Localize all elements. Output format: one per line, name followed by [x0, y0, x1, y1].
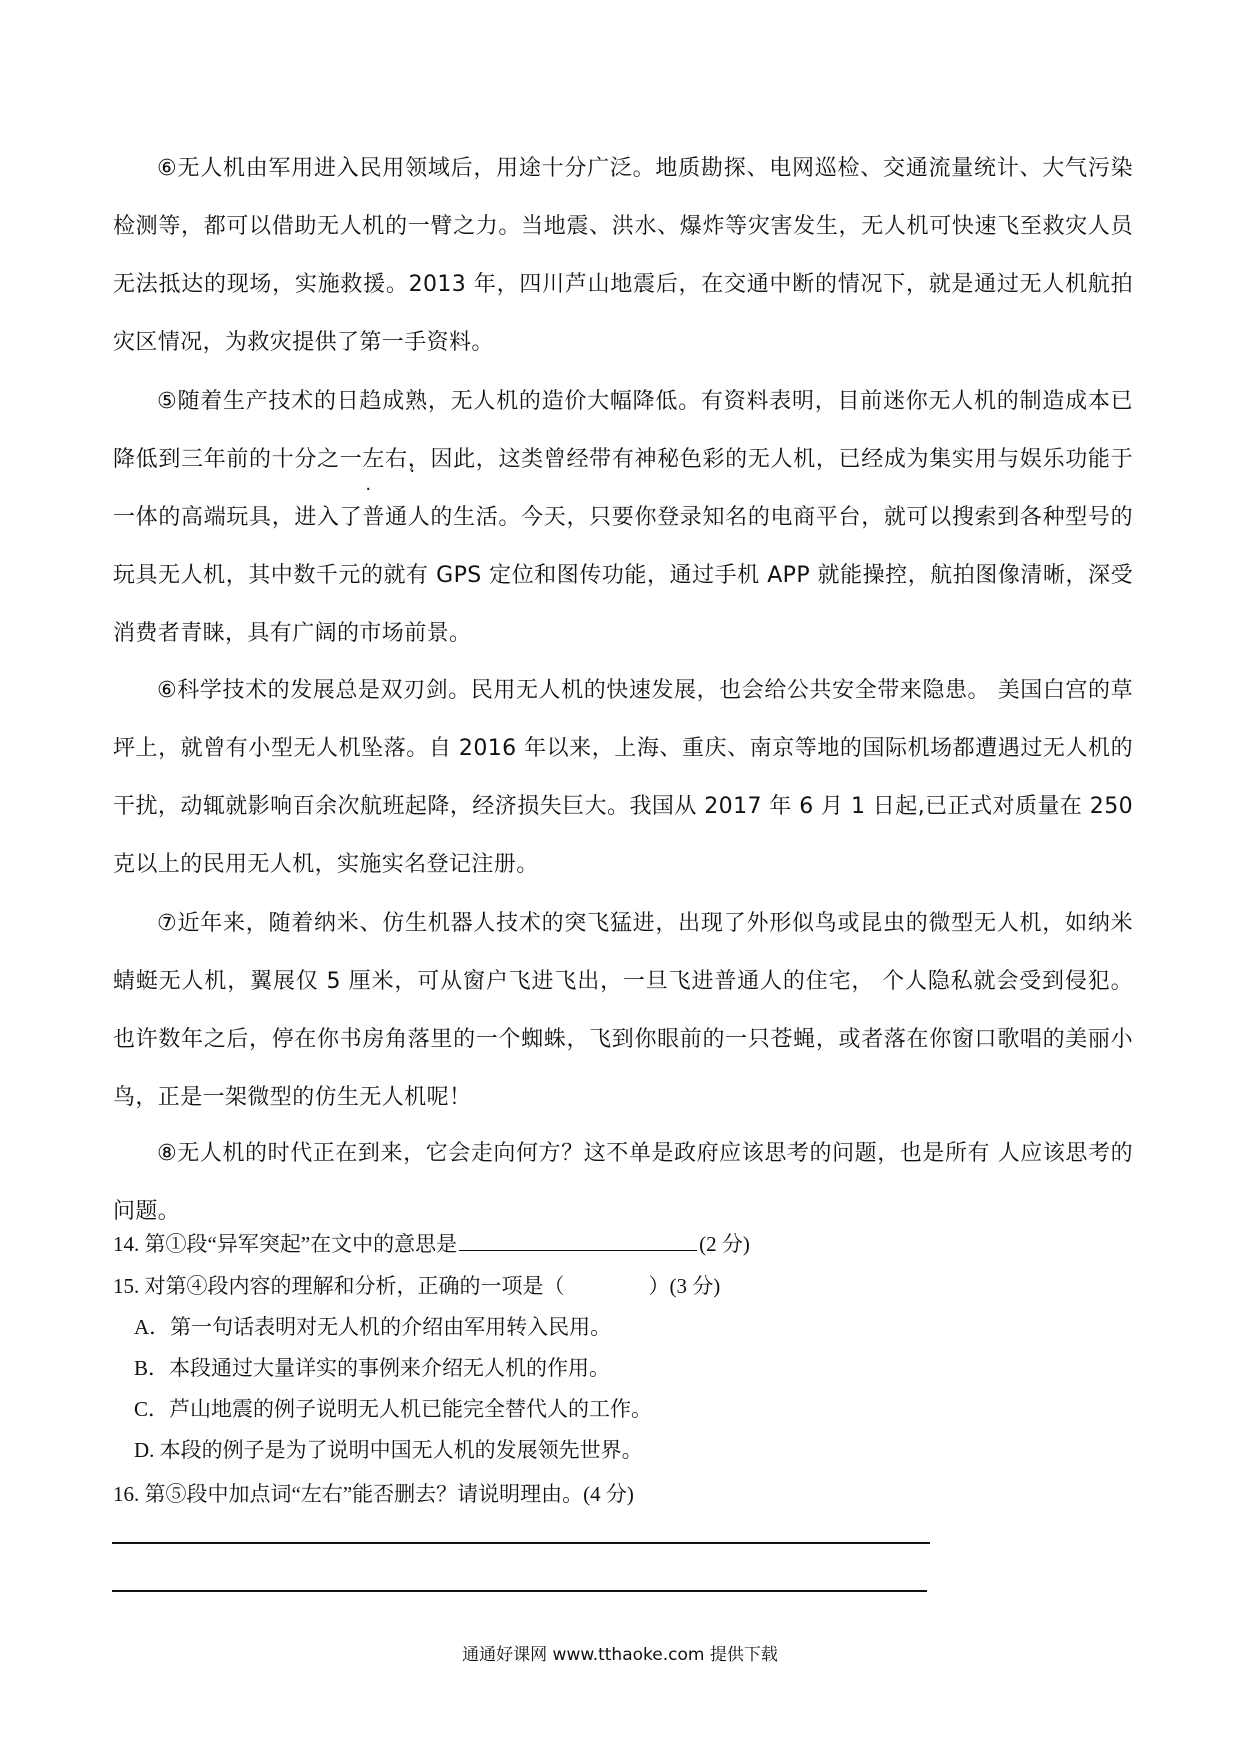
option-a[interactable]: A．第一句话表明对无人机的介绍由军用转入民用。 [134, 1315, 612, 1339]
question-14-text: 14. 第①段“异军突起”在文中的意思是 [113, 1232, 458, 1256]
paragraph-5-part-1: ⑤随着生产技术的日趋成熟，无人机的造价大幅降低。有资料表明，目前迷你无人机的制造成本已降低到三年前的十分之一 [113, 389, 1133, 472]
paragraph-4: ⑥无人机由军用进入民用领域后，用途十分广泛。地质勘探、电网巡检、交通流量统计、大气污染检测等，都可以借助无人机的一臂之力。当地震、洪水、爆炸等灾害发生，无人机可快速飞至救灾人员无法抵达的现场，实施救援。2013 年，四川芦山地震后，在交通中断的情况下，就是通过无人机航拍灾区情况，为救灾提供了第一手资料。 [113, 156, 1133, 355]
option-b[interactable]: B．本段通过大量详实的事例来介绍无人机的作用。 [134, 1356, 611, 1380]
answer-blank-14[interactable] [459, 1230, 697, 1251]
paragraph-6: ⑥科学技术的发展总是双刃剑。民用无人机的快速发展，也会给公共安全带来隐患。 美国白宫的草坪上，就曾有小型无人机坠落。自 2016 年以来，上海、重庆、南京等地的国际机场都遭遇过无人机的干扰，动辄就影响百余次航班起降，经济损失巨大。我国从 2017 年 6 月 1 日起,已正式对质量在 250 克以上的民用无人机，实施实名登记注册。 [113, 678, 1133, 877]
option-d[interactable]: D. 本段的例子是为了说明中国无人机的发展领先世界。 [134, 1438, 643, 1462]
paragraph-7: ⑦近年来，随着纳米、仿生机器人技术的突飞猛进，出现了外形似鸟或昆虫的微型无人机，如纳米蜻蜓无人机，翼展仅 5 厘米，可从窗户飞进飞出，一旦飞进普通人的住宅， 个人隐私就会受到侵犯。也许数年之后，停在你书房角落里的一个蜘蛛，飞到你眼前的一只苍蝇，或者落在你窗口歌唱的美丽小鸟，正是一架微型的仿生无人机呢！ [113, 911, 1133, 1110]
question-15: 15. 对第④段内容的理解和分析，正确的一项是（ ）(3 分) [113, 1274, 721, 1298]
question-14-score: (2 分) [699, 1232, 750, 1256]
question-16: 16. 第⑤段中加点词“左右”能否删去？请说明理由。(4 分) [113, 1482, 634, 1506]
answer-line-2[interactable] [112, 1590, 927, 1592]
answer-line-1[interactable] [112, 1542, 930, 1544]
dotted-word-zuoyou: 左右 · · [362, 447, 407, 472]
paragraph-5 [113, 373, 1133, 663]
paragraph-5-part-2: ，因此，这类曾经带有神秘色彩的无人机，已经成为集实用与娱乐功能于一体的高端玩具，进入了普通人的生活。今天，只要你登录知名的电商平台，就可以搜索到各种型号的玩具无人机，其中数千元的就有 GPS 定位和图传功能，通过手机 APP 就能操控，航拍图像清晰，深受消费者青睐，具有广阔的市场前景。 [113, 447, 1134, 646]
paragraph-8: ⑧无人机的时代正在到来，它会走向何方？这不单是政府应该思考的问题，也是所有 人应该思考的问题。 [113, 1141, 1133, 1224]
option-c[interactable]: C．芦山地震的例子说明无人机已能完全替代人的工作。 [134, 1397, 653, 1421]
footer-source: 通通好课网 www.tthaoke.com 提供下载 [462, 1645, 778, 1665]
question-14 [113, 1228, 750, 1258]
